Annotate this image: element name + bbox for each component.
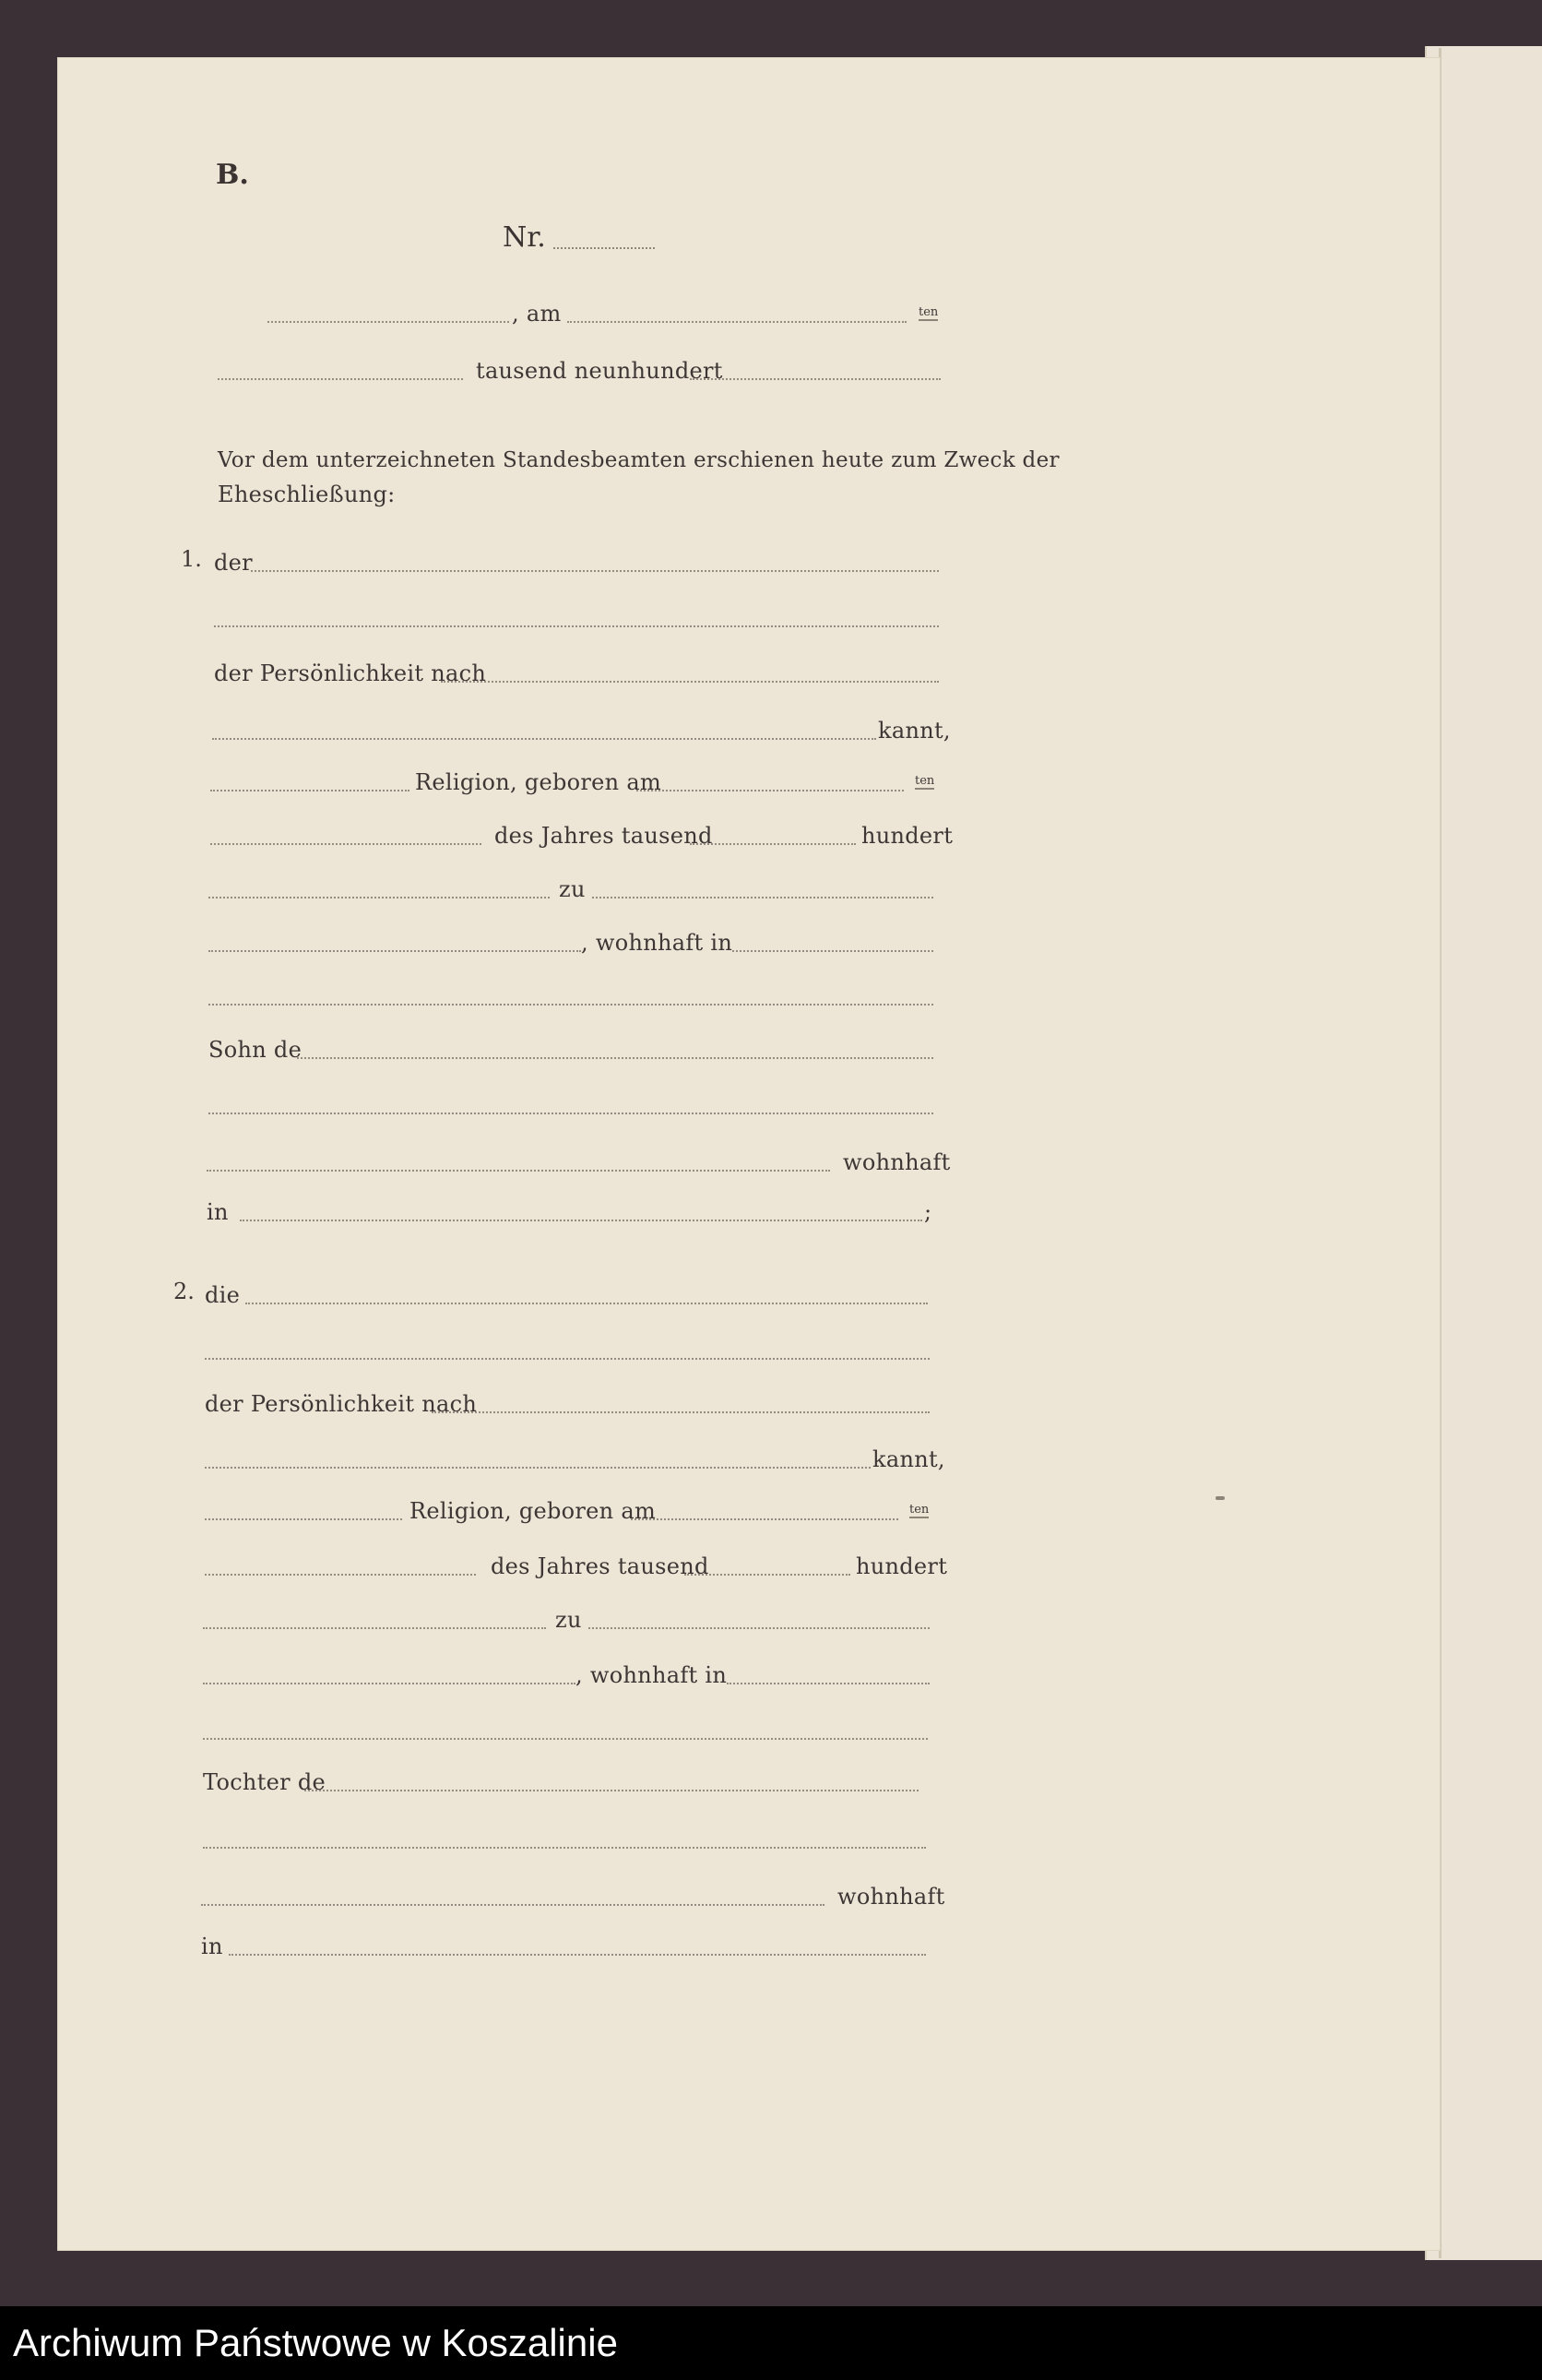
persoenlichkeit-line: [205, 1386, 933, 1422]
zu-label: zu: [555, 1607, 582, 1633]
in-line: [207, 1194, 937, 1231]
kannt-label: kannt,: [878, 718, 951, 744]
des-jahres-label: des Jahres tausend: [491, 1553, 709, 1579]
form-letter: B.: [216, 159, 249, 191]
dotted-line: [218, 378, 463, 380]
dotted-line: [432, 1411, 930, 1413]
jahres-line: [210, 817, 954, 854]
der-label: der: [214, 550, 253, 576]
dotted-line: [240, 1220, 922, 1221]
wohnhaft-label: wohnhaft: [843, 1149, 951, 1175]
wohnhaft-label: wohnhaft: [837, 1884, 945, 1910]
dotted-line: [441, 681, 939, 683]
dotted-line: [203, 1627, 546, 1629]
in-label: in: [201, 1934, 223, 1959]
in-line: [201, 1928, 931, 1965]
dotted-line: [588, 1627, 930, 1629]
jahres-line: [205, 1548, 948, 1585]
dotted-line: [203, 1738, 928, 1740]
dotted-line: [201, 1904, 824, 1906]
dotted-line: [727, 1683, 930, 1684]
ten-suffix: ten: [915, 774, 935, 788]
dotted-line: [203, 1847, 926, 1849]
wohnhaft-line: [207, 1144, 951, 1181]
dotted-line: [690, 378, 941, 380]
dotted-line: [267, 321, 509, 323]
intro-line-2: [218, 476, 946, 513]
dotted-line: [205, 1358, 930, 1360]
year-line: [218, 352, 942, 389]
blank-line: [205, 1332, 933, 1369]
kannt-line: [205, 1441, 945, 1478]
blank-line: [203, 1712, 931, 1749]
hundert-label: hundert: [861, 823, 954, 849]
ten-suffix: ten: [909, 1503, 930, 1517]
wohnhaft-in-label: , wohnhaft in: [581, 930, 733, 956]
dotted-line: [567, 321, 907, 323]
kannt-label: kannt,: [872, 1446, 945, 1472]
nr-label: Nr.: [503, 221, 546, 254]
dotted-line: [732, 950, 933, 952]
wohnhaft-in-line: [208, 924, 937, 961]
tochter-label: Tochter de: [203, 1769, 326, 1795]
date-line: [267, 295, 941, 332]
dotted-line: [245, 1303, 928, 1304]
dotted-line: [631, 1518, 898, 1520]
sohn-label: Sohn de: [208, 1037, 302, 1063]
tochter-line: [203, 1764, 931, 1801]
dotted-line: [304, 1790, 919, 1791]
paper-speck: [1216, 1496, 1225, 1500]
blank-line: [208, 1087, 937, 1124]
persoenlichkeit-label: der Persönlichkeit nach: [214, 660, 487, 686]
section-1-number: 1.: [181, 546, 202, 572]
dotted-line: [205, 1574, 476, 1576]
blank-line: [214, 600, 943, 637]
nr-dotted-line: [553, 247, 655, 249]
kannt-line: [212, 712, 951, 749]
religion-line: [210, 764, 939, 801]
dotted-line: [690, 843, 856, 845]
section-2-die-line: [205, 1277, 933, 1314]
dotted-line: [251, 570, 939, 572]
religion-label: Religion, geboren am: [415, 769, 662, 795]
dotted-line: [684, 1574, 850, 1576]
intro-text-continued: Eheschließung:: [218, 482, 396, 507]
des-jahres-label: des Jahres tausend: [494, 823, 713, 849]
dotted-line: [297, 1057, 933, 1059]
dotted-line: [208, 950, 581, 952]
persoenlichkeit-line: [214, 655, 943, 692]
ten-suffix: ten: [919, 305, 939, 319]
in-label: in: [207, 1199, 229, 1225]
religion-label: Religion, geboren am: [409, 1498, 657, 1524]
blank-line: [208, 978, 937, 1015]
dotted-line: [636, 790, 904, 791]
religion-line: [205, 1493, 933, 1529]
intro-text: Vor dem unterzeichneten Standesbeamten erschienen heute zum Zweck der: [218, 448, 1060, 472]
dotted-line: [210, 843, 481, 845]
wohnhaft-in-label: , wohnhaft in: [575, 1662, 728, 1688]
dotted-line: [212, 738, 876, 740]
am-label: , am: [512, 301, 562, 327]
zu-label: zu: [559, 876, 586, 902]
dotted-line: [207, 1170, 830, 1172]
archive-footer: Archiwum Państwowe w Koszalinie: [0, 2306, 1542, 2380]
dotted-line: [214, 625, 939, 627]
hundert-label: hundert: [856, 1553, 948, 1579]
blank-line: [203, 1821, 931, 1858]
persoenlichkeit-label: der Persönlichkeit nach: [205, 1391, 478, 1417]
section-1-der-line: [214, 544, 943, 581]
adjacent-page: [1425, 46, 1542, 2260]
dotted-line: [208, 897, 550, 898]
tausend-neunhundert-label: tausend neunhundert: [476, 358, 723, 384]
section-2-number: 2.: [173, 1279, 195, 1304]
dotted-line: [205, 1518, 402, 1520]
semicolon: ;: [924, 1199, 932, 1225]
dotted-line: [205, 1467, 871, 1469]
dotted-line: [592, 897, 933, 898]
wohnhaft-in-line: [203, 1657, 931, 1694]
sohn-line: [208, 1031, 937, 1068]
wohnhaft-line: [201, 1878, 945, 1915]
intro-line-1: [218, 441, 1060, 478]
die-label: die: [205, 1282, 241, 1308]
zu-line: [208, 871, 937, 908]
zu-line: [203, 1601, 931, 1638]
dotted-line: [203, 1683, 575, 1684]
dotted-line: [229, 1954, 926, 1956]
dotted-line: [210, 790, 409, 791]
dotted-line: [208, 1113, 933, 1114]
dotted-line: [208, 1004, 933, 1006]
